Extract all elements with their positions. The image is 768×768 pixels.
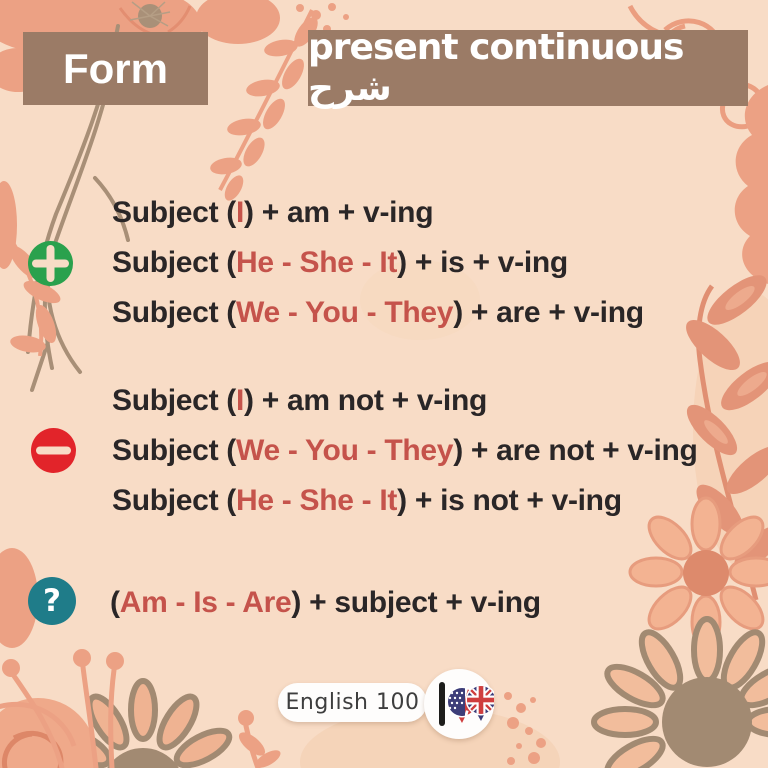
minus-icon (31, 428, 76, 473)
formula-row (112, 188, 644, 238)
numeral-one (439, 682, 445, 726)
minus-glyph (31, 428, 76, 473)
formula-text: ) + are + v-ing (453, 296, 644, 329)
pronoun-highlight: He - She - It (235, 246, 398, 279)
formula-row (112, 238, 644, 288)
form-badge (23, 32, 208, 105)
pronoun-highlight: We - You - They (235, 434, 454, 467)
formula-text: ) + subject + v-ing (291, 586, 541, 619)
brand-logo-mark (424, 669, 494, 739)
pronoun-highlight: He - She - It (235, 484, 398, 517)
form-badge-label: Form (63, 44, 168, 92)
question-glyph: ? (43, 583, 61, 619)
pronoun-highlight: I (235, 196, 245, 229)
formula-text: ) + is not + v-ing (397, 484, 622, 517)
brand-name: English 100 (285, 690, 420, 715)
formula-text: Subject ( (112, 484, 236, 517)
pronoun-highlight: We - You - They (235, 296, 454, 329)
formula-row (110, 578, 541, 628)
formula-text: ) + is + v-ing (397, 246, 568, 279)
brand-pill (278, 683, 427, 722)
formula-text: ) + am + v-ing (244, 196, 434, 229)
formula-text: Subject ( (112, 246, 236, 279)
formula-text: Subject ( (112, 434, 236, 467)
affirmative-forms (112, 188, 644, 338)
formula-row (112, 288, 644, 338)
brand-logo (424, 669, 494, 739)
formula-text: Subject ( (112, 196, 236, 229)
formula-row (112, 476, 698, 526)
question-icon (28, 577, 76, 625)
formula-text: ( (110, 586, 120, 619)
negative-forms (112, 376, 698, 526)
formula-row (112, 426, 698, 476)
title-badge (308, 27, 748, 109)
formula-text: Subject ( (112, 384, 236, 417)
plus-icon (28, 241, 73, 286)
pronoun-highlight: Am - Is - Are (119, 586, 292, 619)
plus-glyph (28, 241, 73, 286)
formula-row (112, 376, 698, 426)
page-title: present continuous شرح (308, 27, 684, 109)
pronoun-highlight: I (235, 384, 245, 417)
formula-text: ) + are not + v-ing (453, 434, 698, 467)
formula-text: ) + am not + v-ing (244, 384, 487, 417)
question-form (110, 578, 541, 628)
formula-text: Subject ( (112, 296, 236, 329)
